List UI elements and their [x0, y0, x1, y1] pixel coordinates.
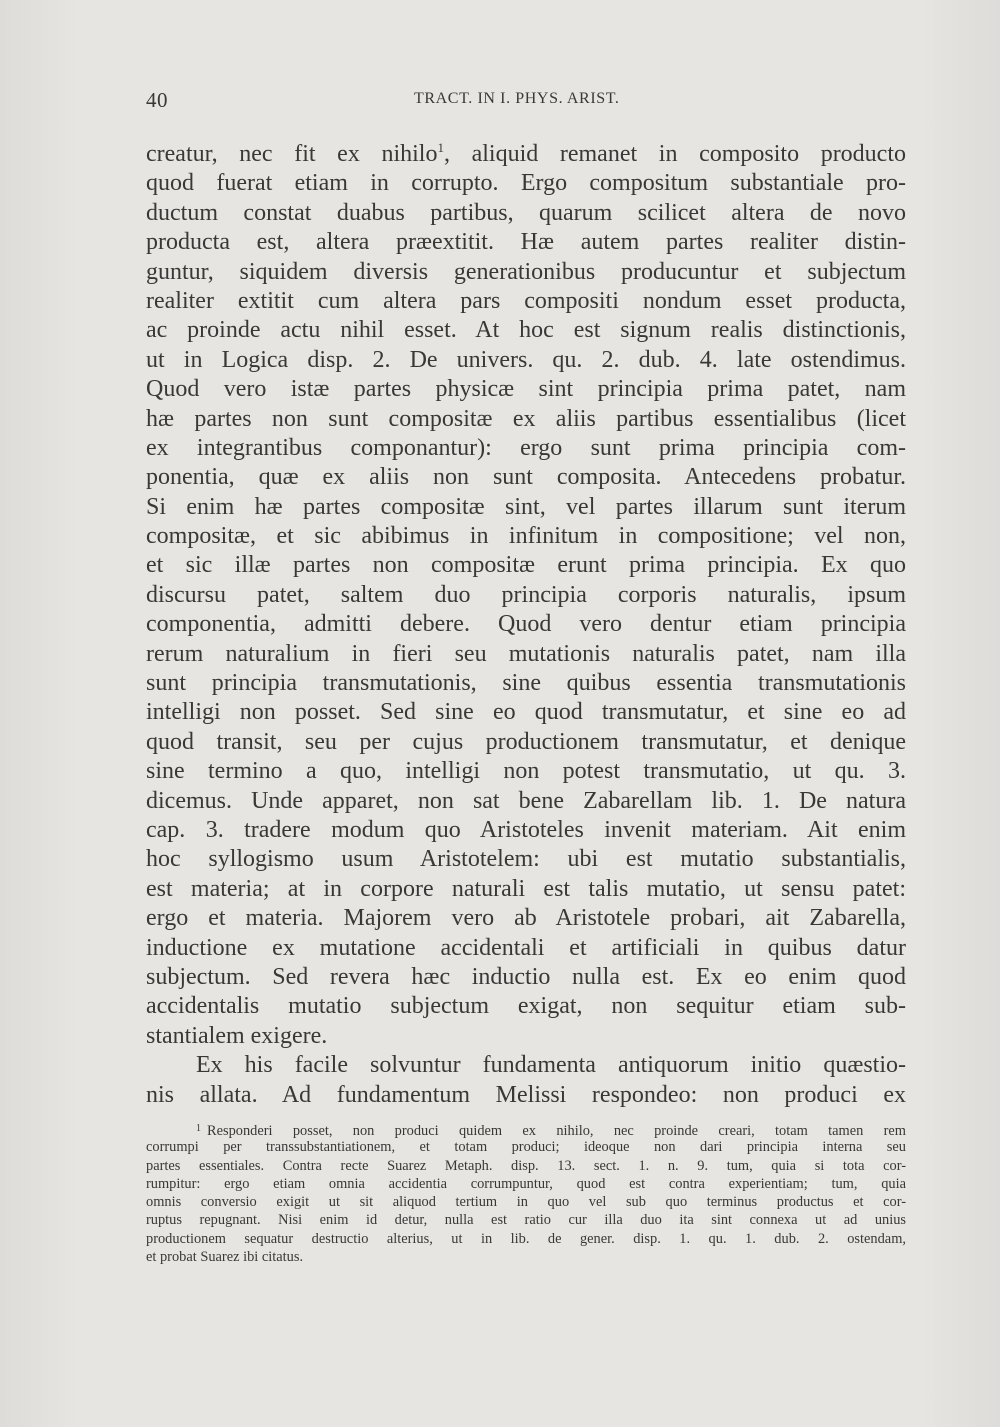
text-line: producta est, altera præextitit. Hæ autem partes realiter distin- — [146, 229, 906, 256]
footnote-line-text: Responderi posset, non produci quidem ex nihilo, nec proinde creari, totam tamen rem — [207, 1123, 906, 1139]
text-line: accidentalis mutatio subjectum exigat, non sequitur etiam sub- — [146, 993, 906, 1020]
text-line: ut in Logica disp. 2. De univers. qu. 2. dub. 4. late ostendimus. — [146, 346, 906, 373]
text-line: sunt principia transmutationis, sine quibus essentia transmutationis — [146, 670, 906, 697]
text-line: Si enim hæ partes compositæ sint, vel partes illarum sunt iterum — [146, 493, 906, 520]
paragraph-start-line: Ex his facile solvuntur fundamenta antiquorum initio quæstio- — [196, 1052, 906, 1079]
text-line: subjectum. Sed revera hæc inductio nulla est. Ex eo enim quod — [146, 963, 906, 990]
text-line: quod transit, seu per cujus productionem transmutatur, et denique — [146, 728, 906, 755]
text-line: ergo et materia. Majorem vero ab Aristotele probari, ait Zabarella, — [146, 905, 906, 932]
text-line: sine termino a quo, intelligi non potest transmutatio, ut qu. 3. — [146, 758, 906, 785]
text-line: inductione ex mutatione accidentali et artificiali in quibus datur — [146, 934, 906, 961]
footnote-line: partes essentiales. Contra recte Suarez Metaph. disp. 13. sect. 1. n. 9. tum, quia si tota cor- — [146, 1157, 906, 1174]
text-line: rerum naturalium in fieri seu mutationis naturalis patet, nam illa — [146, 640, 906, 667]
text-line: componentia, admitti debere. Quod vero dentur etiam principia — [146, 611, 906, 638]
page-number: 40 — [146, 88, 168, 112]
text-line: ac proinde actu nihil esset. At hoc est signum realis distinctionis, — [146, 317, 906, 344]
text-line: Quod vero istæ partes physicæ sint principia prima patet, nam — [146, 376, 906, 403]
footnote — [146, 1120, 906, 1266]
text-line: ex integrantibus componantur): ergo sunt prima principia com- — [146, 434, 906, 461]
footnote-line: productionem sequatur destructio alterius, ut in lib. de gener. disp. 1. qu. 1. dub. 2. ostendam, — [146, 1230, 906, 1247]
text-line: quod fuerat etiam in corrupto. Ergo compositum substantiale pro- — [146, 170, 906, 197]
footnote-line — [146, 1120, 906, 1138]
text-line: compositæ, et sic abibimus in infinitum in compositione; vel non, — [146, 523, 906, 550]
text-line: ponentia, quæ ex aliis non sunt composita. Antecedens probatur. — [146, 464, 906, 491]
text-line: nis allata. Ad fundamentum Melissi respondeo: non produci ex — [146, 1081, 906, 1108]
running-title: TRACT. IN I. PHYS. ARIST. — [414, 90, 620, 107]
text-line-end: , aliquid remanet in composito producto — [443, 141, 907, 167]
text-line: dicemus. Unde apparet, non sat bene Zabarellam lib. 1. De natura — [146, 787, 906, 814]
text-line: cap. 3. tradere modum quo Aristoteles invenit materiam. Ait enim — [146, 816, 906, 843]
main-text — [146, 140, 906, 1110]
footnote-line: et probat Suarez ibi citatus. — [146, 1249, 304, 1266]
text-line: guntur, siquidem diversis generationibus producuntur et subjectum — [146, 258, 906, 285]
footnote-line: rumpitur: ergo etiam omnia accidentia corrumpuntur, quod est contra experientiam; tum, quia — [146, 1175, 906, 1192]
footnote-line: ruptus repugnant. Nisi enim id detur, nulla est ratio cur illa duo ita sint connexa ut ad unius — [146, 1212, 906, 1229]
footnote-line: omnis conversio exigit ut sit aliquod tertium in quo vel sub quo terminus productus et cor- — [146, 1194, 906, 1211]
text-line: realiter extitit cum altera pars compositi nondum esset producta, — [146, 287, 906, 314]
footnote-reference: 1 — [437, 140, 444, 155]
running-head — [146, 88, 906, 116]
text-line: stantialem exigere. — [146, 1022, 328, 1049]
text-line — [146, 140, 906, 169]
text-line: hæ partes non sunt compositæ ex aliis partibus essentialibus (licet — [146, 405, 906, 432]
footnote-marker: 1 — [196, 1123, 201, 1134]
text-line: hoc syllogismo usum Aristotelem: ubi est mutatio substantialis, — [146, 846, 906, 873]
footnote-line: corrumpi per transsubstantiationem, et totam produci; ideoque non dari principia interna seu — [146, 1139, 906, 1156]
text-line: et sic illæ partes non compositæ erunt prima principia. Ex quo — [146, 552, 906, 579]
text-line: discursu patet, saltem duo principia corporis naturalis, ipsum — [146, 581, 906, 608]
text-line: intelligi non posset. Sed sine eo quod transmutatur, et sine eo ad — [146, 699, 906, 726]
text-line-start: creatur, nec fit ex nihilo — [146, 141, 438, 167]
text-line: ductum constat duabus partibus, quarum scilicet altera de novo — [146, 199, 906, 226]
text-line: est materia; at in corpore naturali est talis mutatio, ut sensu patet: — [146, 875, 906, 902]
